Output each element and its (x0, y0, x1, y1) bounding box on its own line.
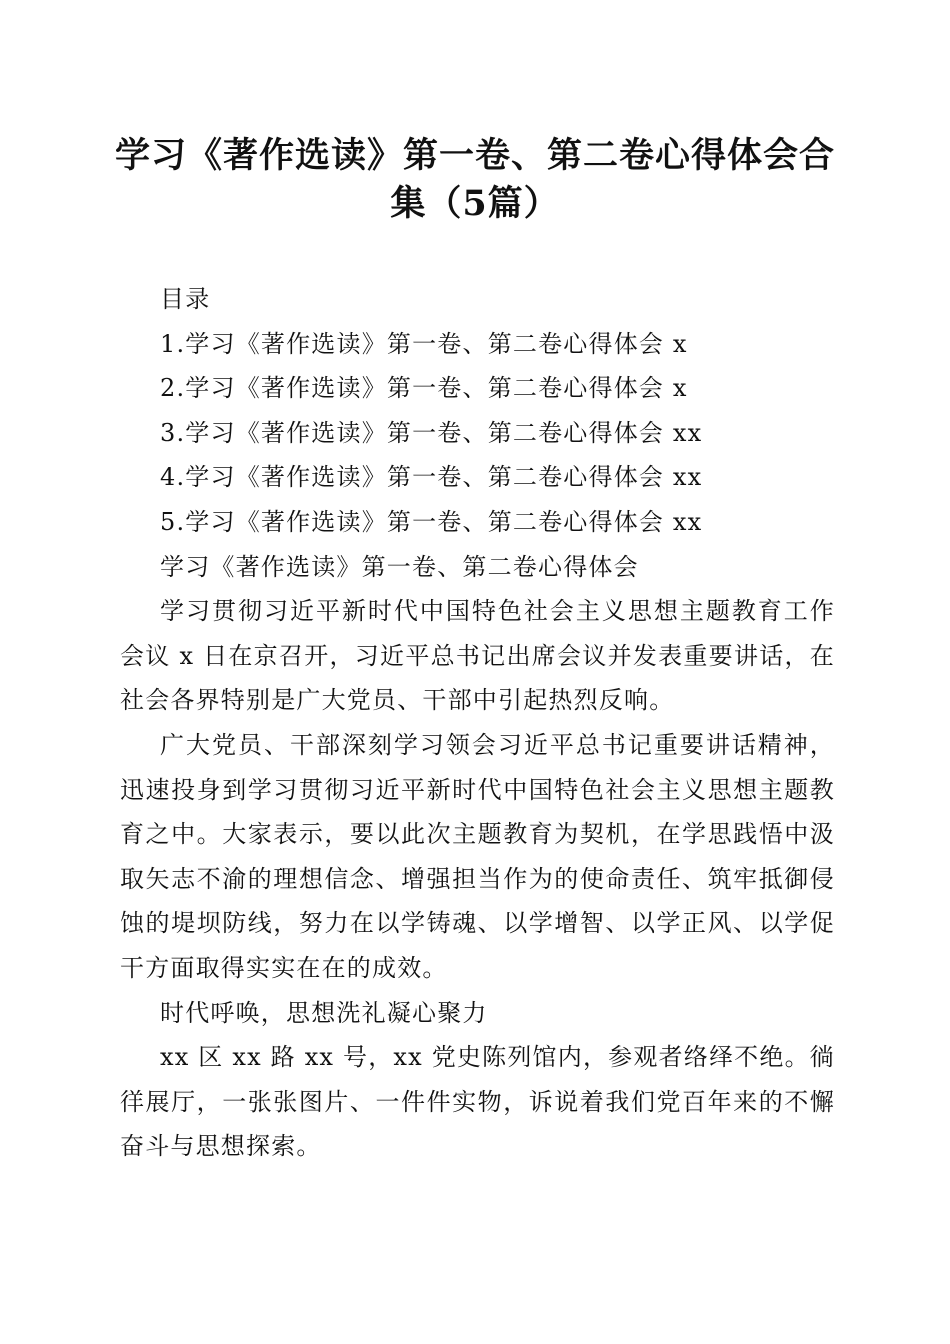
title-line-2: 集（5篇） (390, 183, 560, 224)
toc-item: 5.学习《著作选读》第一卷、第二卷心得体会 xx (160, 507, 703, 536)
title-line-1: 学习《著作选读》第一卷、第二卷心得体会合 (114, 135, 835, 176)
toc-item: 3.学习《著作选读》第一卷、第二卷心得体会 xx (160, 418, 703, 447)
document-body (120, 277, 835, 1169)
toc-item: 2.学习《著作选读》第一卷、第二卷心得体会 x (160, 374, 688, 403)
document-title (110, 132, 840, 228)
body-paragraph: xx 区 xx 路 xx 号，xx 党史陈列馆内，参观者络绎不绝。徜徉展厅，一张张图片、一件件实物，诉说着我们党百年来的不懈奋斗与思想探索。 (120, 1043, 835, 1161)
body-paragraph: 学习贯彻习近平新时代中国特色社会主义思想主题教育工作会议 x 日在京召开，习近平总书记出席会议并发表重要讲话，在社会各界特别是广大党员、干部中引起热烈反响。 (120, 597, 835, 715)
toc-heading: 目录 (160, 285, 211, 313)
toc-item: 1.学习《著作选读》第一卷、第二卷心得体会 x (160, 329, 688, 358)
toc-item: 4.学习《著作选读》第一卷、第二卷心得体会 xx (160, 463, 703, 492)
body-paragraph: 广大党员、干部深刻学习领会习近平总书记重要讲话精神，迅速投身到学习贯彻习近平新时代中国特色社会主义思想主题教育之中。大家表示，要以此次主题教育为契机，在学思践悟中汲取矢志不渝的理想信念、增强担当作为的使命责任、筑牢抵御侵蚀的堤坝防线，努力在以学铸魂、以学增智、以学正风、以学促干方面取得实实在在的成效。 (120, 730, 835, 982)
subheading: 时代呼唤，思想洗礼凝心聚力 (160, 998, 488, 1027)
section-heading: 学习《著作选读》第一卷、第二卷心得体会 (160, 552, 639, 581)
